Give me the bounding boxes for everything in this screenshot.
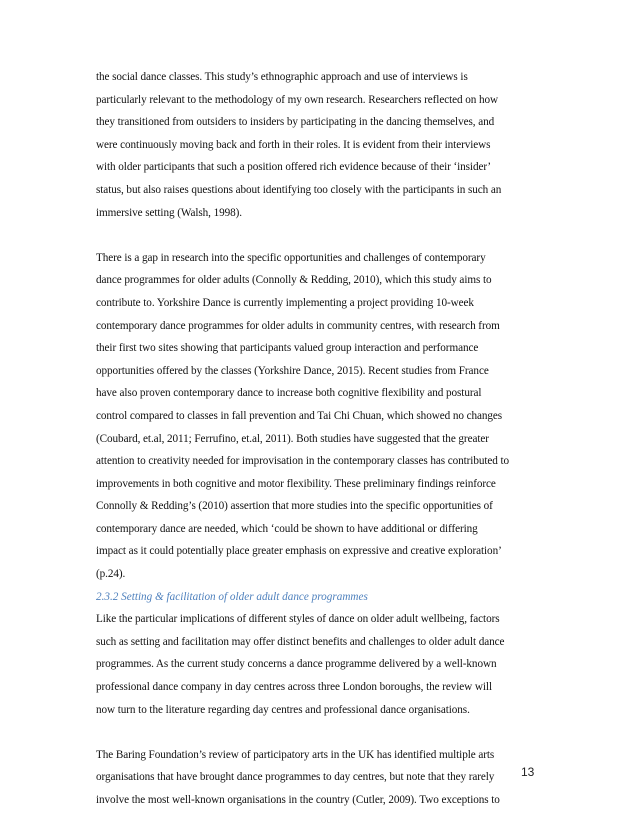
text-line: opportunities offered by the classes (Yorkshire Dance, 2015). Recent studies from France [96, 364, 489, 377]
text-line: organisations that have brought dance programmes to day centres, but note that they rarely [96, 771, 495, 784]
paragraph-2 [96, 247, 548, 586]
text-line: control compared to classes in fall prevention and Tai Chi Chuan, which showed no changes [96, 409, 503, 422]
text-line: now turn to the literature regarding day centres and professional dance organisations. [96, 703, 470, 716]
text-line: programmes. As the current study concerns a dance programme delivered by a well-known [96, 658, 497, 671]
text-line: dance programmes for older adults (Connolly & Redding, 2010), which this study aims to [96, 274, 492, 287]
text-line: were continuously moving back and forth in their roles. It is evident from their interviews [96, 138, 491, 151]
paragraph-spacer [96, 721, 548, 744]
text-line: they transitioned from outsiders to insiders by participating in the dancing themselves, and [96, 116, 495, 129]
paragraph-3 [96, 608, 548, 721]
text-line: There is a gap in research into the specific opportunities and challenges of contemporary [96, 251, 486, 264]
text-line: particularly relevant to the methodology of my own research. Researchers reflected on how [96, 93, 499, 106]
page-body [96, 66, 548, 812]
text-line: contemporary dance programmes for older adults in community centres, with research from [96, 319, 500, 332]
text-line: contemporary dance are needed, which ‘could be shown to have additional or differing [96, 522, 478, 535]
text-line: status, but also raises questions about identifying too closely with the participants in such an [96, 183, 502, 196]
text-line: Like the particular implications of different styles of dance on older adult wellbeing, factors [96, 613, 500, 626]
text-line: such as setting and facilitation may offer distinct benefits and challenges to older adult dance [96, 635, 505, 648]
text-line: impact as it could potentially place greater emphasis on expressive and creative exploration’ [96, 545, 502, 558]
text-line: attention to creativity needed for improvisation in the contemporary classes has contributed to [96, 455, 510, 468]
text-line: The Baring Foundation’s review of participatory arts in the UK has identified multiple arts [96, 748, 495, 761]
text-line: contribute to. Yorkshire Dance is currently implementing a project providing 10-week [96, 296, 474, 309]
paragraph-spacer [96, 224, 548, 247]
paragraph-4 [96, 744, 548, 812]
text-line: Connolly & Redding’s (2010) assertion that more studies into the specific opportunities of [96, 500, 493, 513]
text-line: their first two sites showing that participants valued group interaction and performance [96, 342, 479, 355]
text-line: immersive setting (Walsh, 1998). [96, 206, 242, 219]
text-line: (p.24). [96, 568, 126, 581]
text-line: the social dance classes. This study’s ethnographic approach and use of interviews is [96, 71, 468, 83]
text-line: have also proven contemporary dance to increase both cognitive flexibility and postural [96, 387, 482, 400]
section-heading: 2.3.2 Setting & facilitation of older adult dance programmes [96, 590, 368, 603]
text-line: involve the most well-known organisations in the country (Cutler, 2009). Two exceptions to [96, 794, 500, 806]
text-line: improvements in both cognitive and motor flexibility. These preliminary findings reinforce [96, 477, 496, 490]
text-line: with older participants that such a position offered rich evidence because of their ‘insider’ [96, 161, 492, 174]
paragraph-1 [96, 66, 548, 224]
text-line: professional dance company in day centres across three London boroughs, the review will [96, 681, 492, 694]
text-line: (Coubard, et.al, 2011; Ferrufino, et.al, 2011). Both studies have suggested that the greater [96, 432, 489, 445]
page-number: 13 [521, 765, 535, 779]
